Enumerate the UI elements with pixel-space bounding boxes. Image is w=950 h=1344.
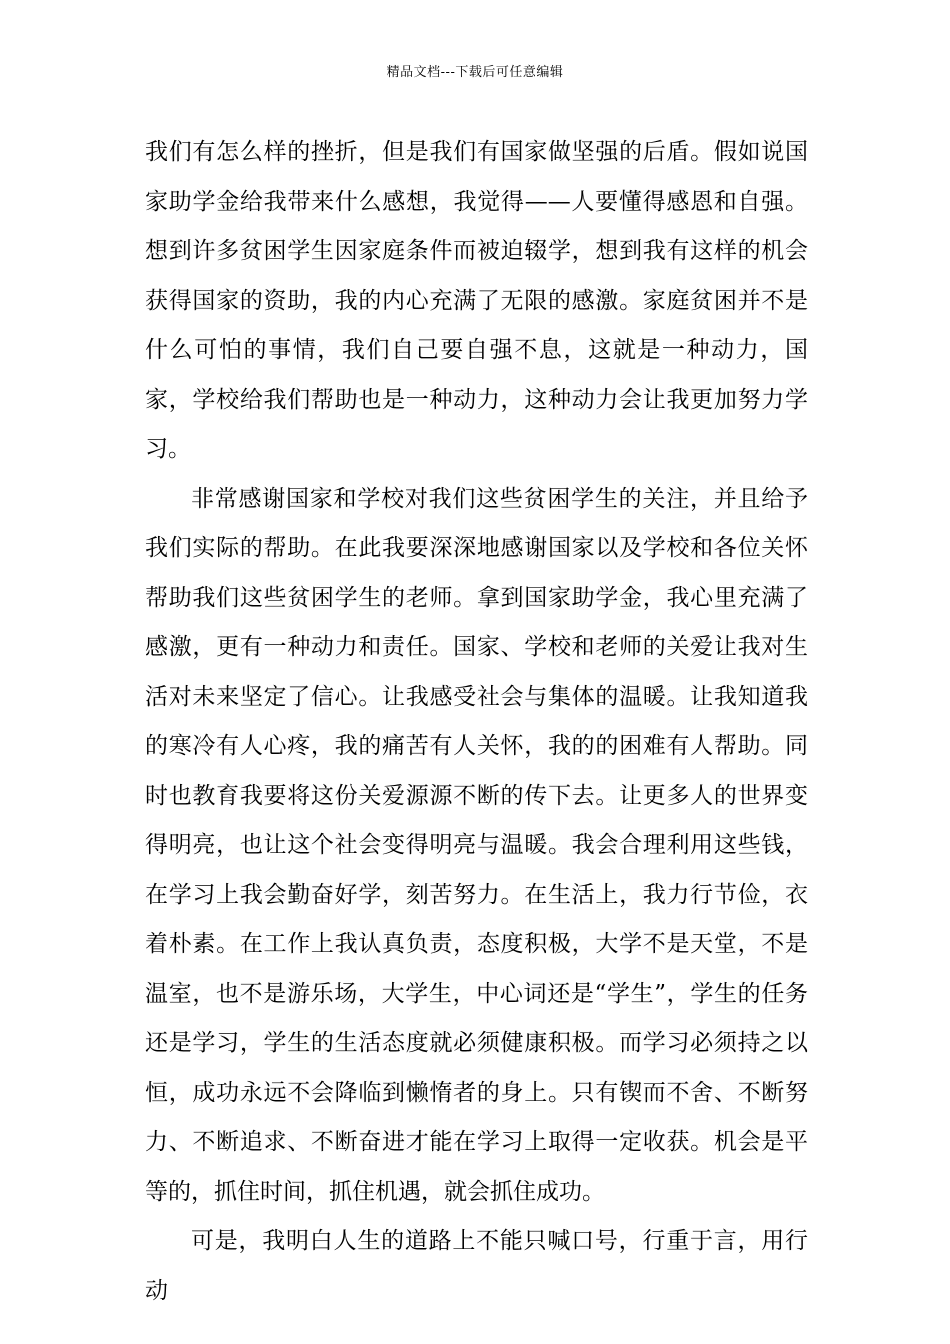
paragraph-1: 我们有怎么样的挫折，但是我们有国家做坚强的后盾。假如说国家助学金给我带来什么感想，我觉得——人要懂得感恩和自强。想到许多贫困学生因家庭条件而被迫辍学，想到我有这样的机会获得国家的资助，我的内心充满了无限的感激。家庭贫困并不是什么可怕的事情，我们自己要自强不息，这就是一种动力，国家，学校给我们帮助也是一种动力，这种动力会让我更加努力学习。 <box>145 139 808 462</box>
paragraph-3: 可是，我明白人生的道路上不能只喊口号，行重于言，用行动 <box>145 1228 808 1304</box>
document-body <box>145 128 808 1316</box>
page-header: 精品文档---下载后可任意编辑 <box>386 65 564 80</box>
paragraph-2: 非常感谢国家和学校对我们这些贫困学生的关注，并且给予我们实际的帮助。在此我要深深地感谢国家以及学校和各位关怀帮助我们这些贫困学生的老师。拿到国家助学金，我心里充满了感激，更有一种动力和责任。国家、学校和老师的关爱让我对生活对未来坚定了信心。让我感受社会与集体的温暖。让我知道我的寒冷有人心疼，我的痛苦有人关怀，我的的困难有人帮助。同时也教育我要将这份关爱源源不断的传下去。让更多人的世界变得明亮，也让这个社会变得明亮与温暖。我会合理利用这些钱，在学习上我会勤奋好学，刻苦努力。在生活上，我力行节俭，衣着朴素。在工作上我认真负责，态度积极，大学不是天堂，不是温室，也不是游乐场，大学生，中心词还是“学生”，学生的任务还是学习，学生的生活态度就必须健康积极。而学习必须持之以恒，成功永远不会降临到懒惰者的身上。只有锲而不舍、不断努力、不断追求、不断奋进才能在学习上取得一定收获。机会是平等的，抓住时间，抓住机遇，就会抓住成功。 <box>145 485 808 1205</box>
